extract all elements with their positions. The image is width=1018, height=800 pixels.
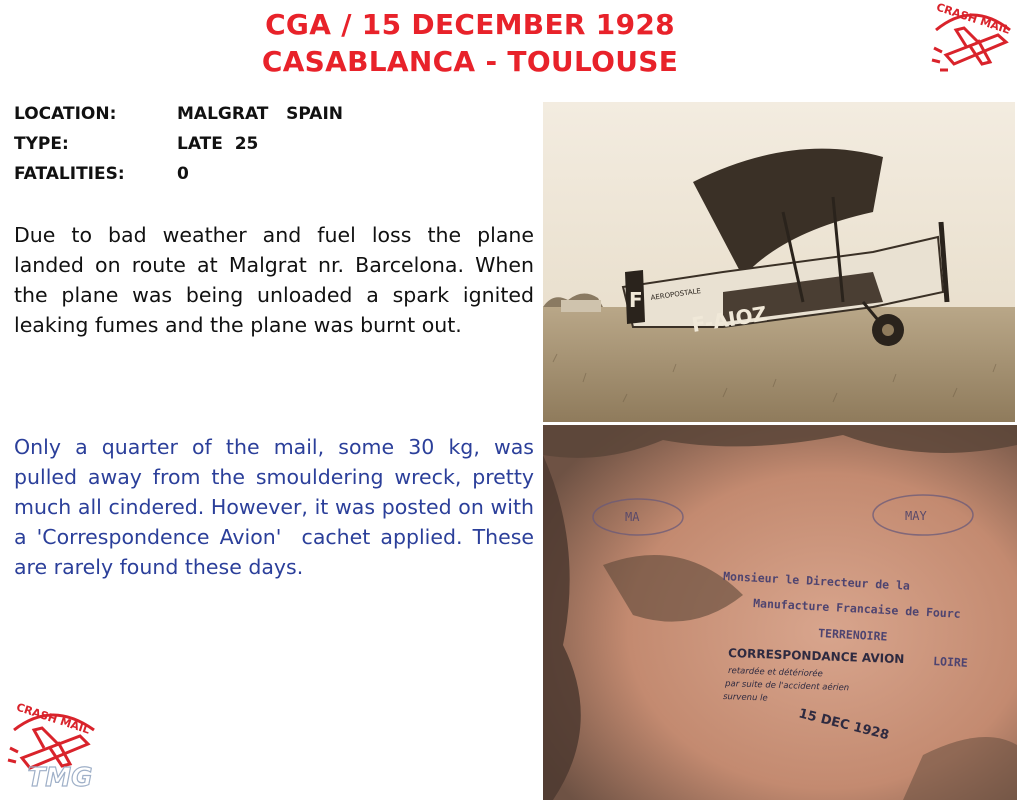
type-value: LATE 25 <box>177 134 259 154</box>
tail-letter: F <box>629 288 643 312</box>
cachet-line-4: survenu le <box>722 692 768 704</box>
page-title-line-1: CGA / 15 DECEMBER 1928 <box>265 8 675 41</box>
type-label: TYPE: <box>14 134 69 154</box>
location-label: LOCATION: <box>14 104 117 124</box>
crash-mail-stamp-icon <box>926 0 1018 88</box>
stamp-logo-text: CRASH MAIL <box>934 0 1012 37</box>
description-paragraph: Due to bad weather and fuel loss the plane landed on route at Malgrat nr. Barcelona. When the plane was being unloaded a spark ignited leaking fumes and the plane was burnt out. <box>14 223 534 337</box>
cachet-date: 15 DEC 1928 <box>797 706 891 744</box>
address-line-2: Manufacture Francaise de Fourc <box>752 596 962 621</box>
fatalities-value: 0 <box>177 164 189 184</box>
plane-fuselage-text: AEROPOSTALE <box>650 287 702 302</box>
fatalities-label: FATALITIES: <box>14 164 125 184</box>
cachet-line-3: par suite de l'accident aérien <box>724 679 850 694</box>
address-line-1: Monsieur le Directeur de la <box>722 569 911 593</box>
plane-registration: F-AIOZ <box>690 301 769 337</box>
page-title-line-2: CASABLANCA - TOULOUSE <box>261 45 679 78</box>
postmark-left-text: MA <box>625 510 640 524</box>
cachet-line-2: retardée et détériorée <box>727 666 823 680</box>
postmark-right-text: MAY <box>905 509 927 523</box>
address-line-4: LOIRE <box>932 654 969 670</box>
location-value: MALGRAT SPAIN <box>177 104 343 124</box>
stamp-logo-text: CRASH MAIL <box>14 700 92 737</box>
watermark-logo <box>10 754 110 794</box>
watermark-text: TMG <box>27 763 93 793</box>
address-line-3: TERRENOIRE <box>817 626 888 644</box>
plane-photo <box>543 102 1015 422</box>
cachet-line-1: CORRESPONDANCE AVION <box>727 646 905 667</box>
mail-paragraph: Only a quarter of the mail, some 30 kg, was pulled away from the smouldering wreck, pretty much all cindered. However, it was posted on with a 'Correspondence Avion' cachet applied. These are rarely found these days. <box>14 435 541 579</box>
envelope-photo <box>543 425 1017 800</box>
